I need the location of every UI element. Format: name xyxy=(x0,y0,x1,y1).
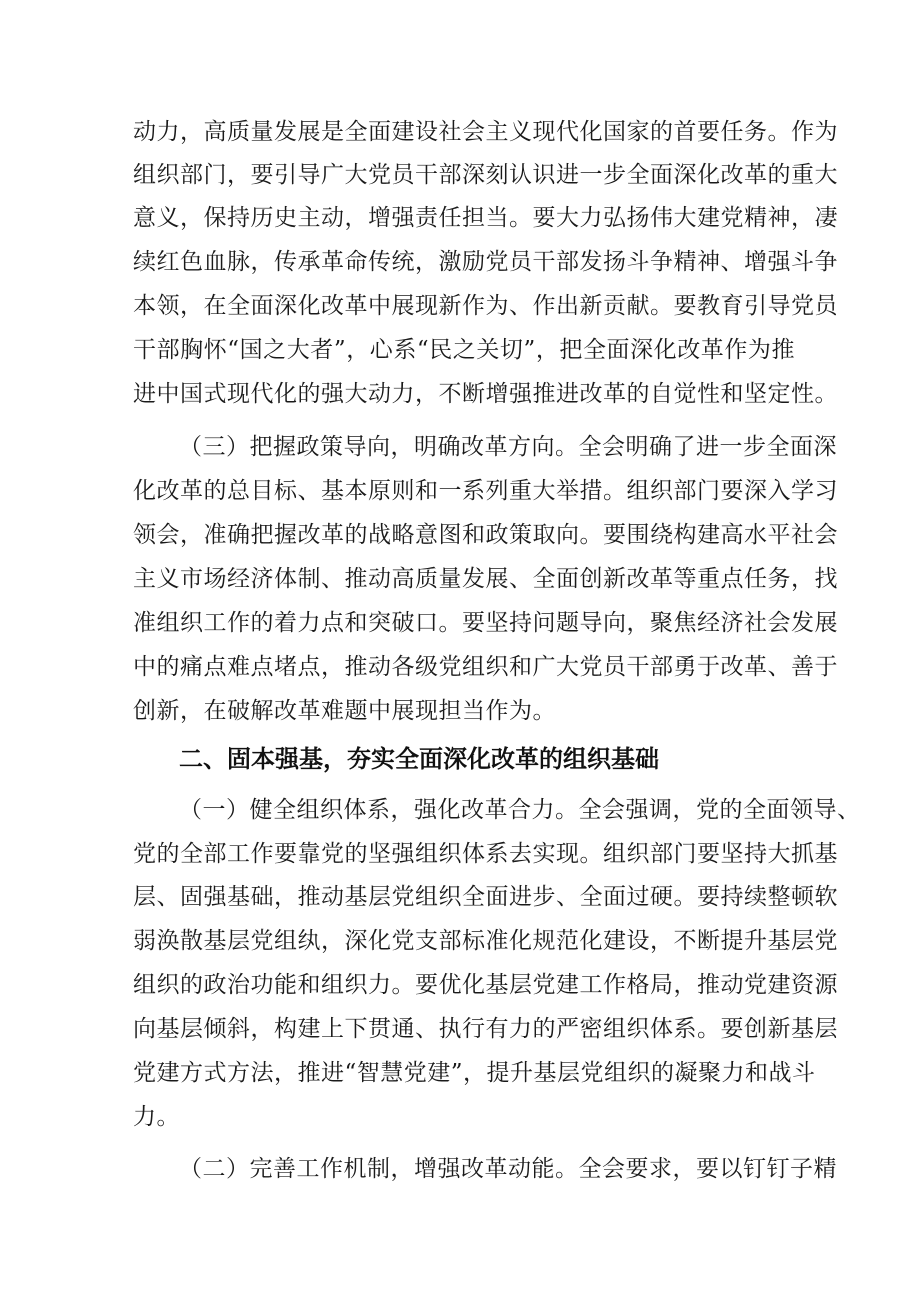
paragraph-line: 准组织工作的着力点和突破口。要坚持问题导向，聚焦经济社会发展 xyxy=(133,610,838,636)
paragraph-line: 弱涣散基层党组纨，深化党支部标准化规范化建设，不断提升基层党 xyxy=(133,928,838,954)
paragraph-line: 续红色血脉，传承革命传统，激励党员干部发扬斗争精神、增强斗争 xyxy=(133,249,838,275)
paragraph-line: （三）把握政策导向，明确改革方向。全会明确了进一步全面深 xyxy=(179,434,837,460)
paragraph-line: 动力，高质量发展是全面建设社会主义现代化国家的首要任务。作为 xyxy=(133,119,838,145)
paragraph-line: 党的全部工作要靠党的坚强组织体系去实现。组织部门要坚持大抓基 xyxy=(133,841,838,867)
paragraph-line: 本领，在全面深化改革中展现新作为、作出新贡献。要教育引导党员 xyxy=(133,293,838,319)
paragraph-line: （二）完善工作机制，增强改革动能。全会要求，要以钉钉子精 xyxy=(179,1156,837,1182)
paragraph-line: 向基层倾斜，构建上下贯通、执行有力的严密组织体系。要创新基层 xyxy=(133,1016,838,1042)
paragraph-line: 进中国式现代化的强大动力，不断增强推进改革的自觉性和坚定性。 xyxy=(133,381,838,407)
paragraph-line: 组织的政治功能和组织力。要优化基层党建工作格局，推动党建资源 xyxy=(133,972,838,998)
paragraph-line: （一）健全组织体系，强化改革合力。全会强调，党的全面领导、 xyxy=(179,797,861,823)
paragraph-line: 主义市场经济体制、推动高质量发展、全面创新改革等重点任务，找 xyxy=(133,566,838,592)
paragraph-line: 中的痛点难点堵点，推动各级党组织和广大党员干部勇于改革、善于 xyxy=(133,654,838,680)
paragraph-line: 组织部门，要引导广大党员干部深刻认识进一步全面深化改革的重大 xyxy=(133,162,838,188)
paragraph-line: 创新，在破解改革难题中展现担当作为。 xyxy=(133,698,556,724)
paragraph-line: 党建方式方法，推进“智慧党建”，提升基层党组织的凝聚力和战斗 xyxy=(133,1060,816,1086)
paragraph-line: 干部胸怀“国之大者”，心系“民之关切”，把全面深化改革作为推 xyxy=(133,337,795,363)
paragraph-line: 意义，保持历史主动，增强责任担当。要大力弘扬伟大建党精神，凄 xyxy=(133,205,838,231)
paragraph-line: 层、固强基础，推动基层党组织全面进步、全面过硬。要持续整顿软 xyxy=(133,884,838,910)
paragraph-line: 力。 xyxy=(133,1104,180,1130)
paragraph-line: 化改革的总目标、基本原则和一系列重大举措。组织部门要深入学习 xyxy=(133,478,838,504)
paragraph-line: 领会，准确把握改革的战略意图和政策取向。要围绕构建高水平社会 xyxy=(133,522,838,548)
section-heading: 二、固本强基，夯实全面深化改革的组织基础 xyxy=(179,745,659,773)
